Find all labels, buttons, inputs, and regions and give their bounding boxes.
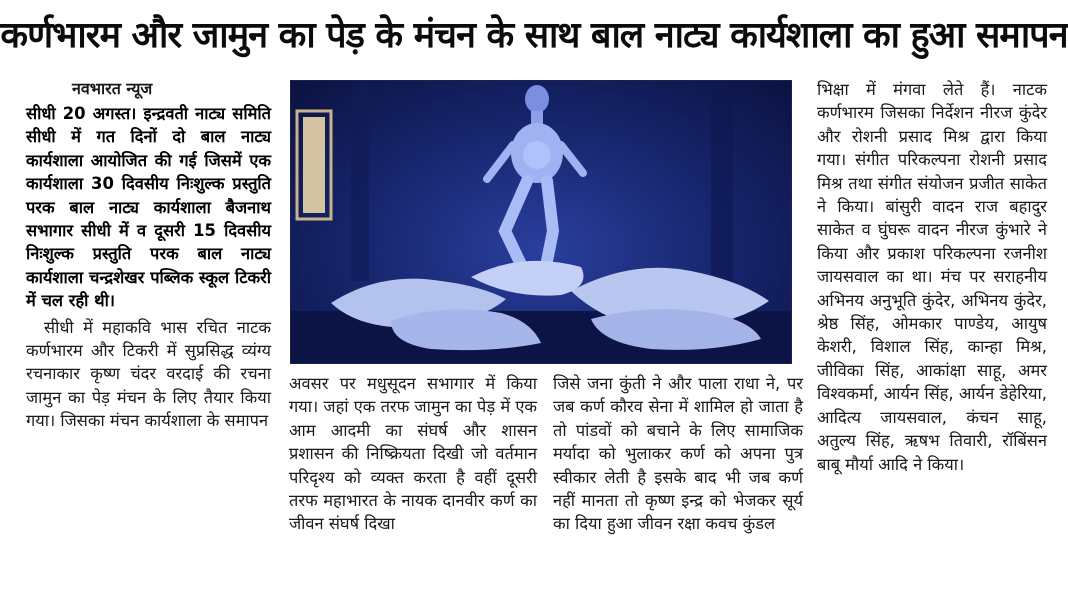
news-source: नवभारत न्यूज [72, 79, 153, 98]
lead-paragraph: सीधी 20 अगस्त। इन्द्रवती नाट्य समिति सीधी में गत दिनों दो बाल नाट्य कार्यशाला आयोजित की गई जिसमें एक कार्यशाला 30 दिवसीय निःशुल्क प्रस्तुति परक बाल नाट्य कार्यशाला बैजनाथ सभागार सीधी में व दूसरी 15 दिवसीय निःशुल्क प्रस्तुति परक बाल नाट्य कार्यशाला चन्द्रशेखर पब्लिक स्कूल टिकरी में चल रही थी। [26, 104, 271, 311]
body-paragraph: सीधी में महाकवि भास रचित नाटक कर्णभारम और टिकरी में सुप्रसिद्ध व्यंग्य रचनाकार कृष्ण चंदर वरदाई की रचना जामुन का पेड़ मंचन के लिए तैयार किया गया। जिसका मंचन कार्यशाला के समापन [26, 317, 271, 431]
article-column-1 [26, 78, 271, 433]
body-paragraph: जिसे जना कुंती ने और पाला राधा ने, पर जब कर्ण कौरव सेना में शामिल हो जाता है तो पांडवों को बचाने के लिए सामाजिक मर्यादा को भुलाकर कर्ण को अपना पुत्र स्वीकार लेती है इसके बाद भी जब कर्ण नहीं मानता तो कृष्ण इन्द्र को भेजकर सूर्य का दिया हुआ जीवन रक्षा कवच कुंडल [553, 374, 803, 534]
article-column-3 [553, 372, 803, 536]
body-paragraph: अवसर पर मधुसूदन सभागार में किया गया। जहां एक तरफ जामुन का पेड़ में एक आम आदमी का संघर्ष और शासन प्रशासन की निष्क्रियता दिखी जो वर्तमान परिदृश्य को व्यक्त करता है वहीं दूसरी तरफ महाभारत के नायक दानवीर कर्ण का जीवन संघर्ष दिखा [289, 374, 537, 534]
headline: कर्णभारम और जामुन का पेड़ के मंचन के साथ बाल नाट्य कार्यशाला का हुआ समापन [0, 15, 1068, 56]
stage-performance-photo [290, 80, 792, 364]
article-column-2 [289, 372, 537, 536]
article-column-4 [817, 78, 1047, 476]
stage-photo-illustration [291, 81, 792, 364]
body-paragraph: भिक्षा में मंगवा लेते हैं। नाटक कर्णभारम जिसका निर्देशन नीरज कुंदेर और रोशनी प्रसाद मिश्र द्वारा किया गया। संगीत परिकल्पना रोशनी प्रसाद मिश्र तथा संगीत संयोजन प्रजीत साकेत ने किया। बांसुरी वादन राज बहादुर साकेत व घुंघरू वादन नीरज कुंभारे ने किया और प्रकाश परिकल्पना रजनीश जायसवाल का था। मंच पर सराहनीय अभिनय अनुभूति कुंदेर, अभिनय कुंदेर, श्रेष्ठ सिंह, ओमकार पाण्डेय, आयुष केशरी, विशाल सिंह, कान्हा मिश्र, जीविका सिंह, आकांक्षा साहू, अमर विश्वकर्मा, आर्यन सिंह, आर्यन डेहेरिया, आदित्य जायसवाल, कंचन साहू, अतुल्य सिंह, ऋषभ तिवारी, रॉबिंसन बाबू मौर्या आदि ने किया। [817, 80, 1047, 474]
